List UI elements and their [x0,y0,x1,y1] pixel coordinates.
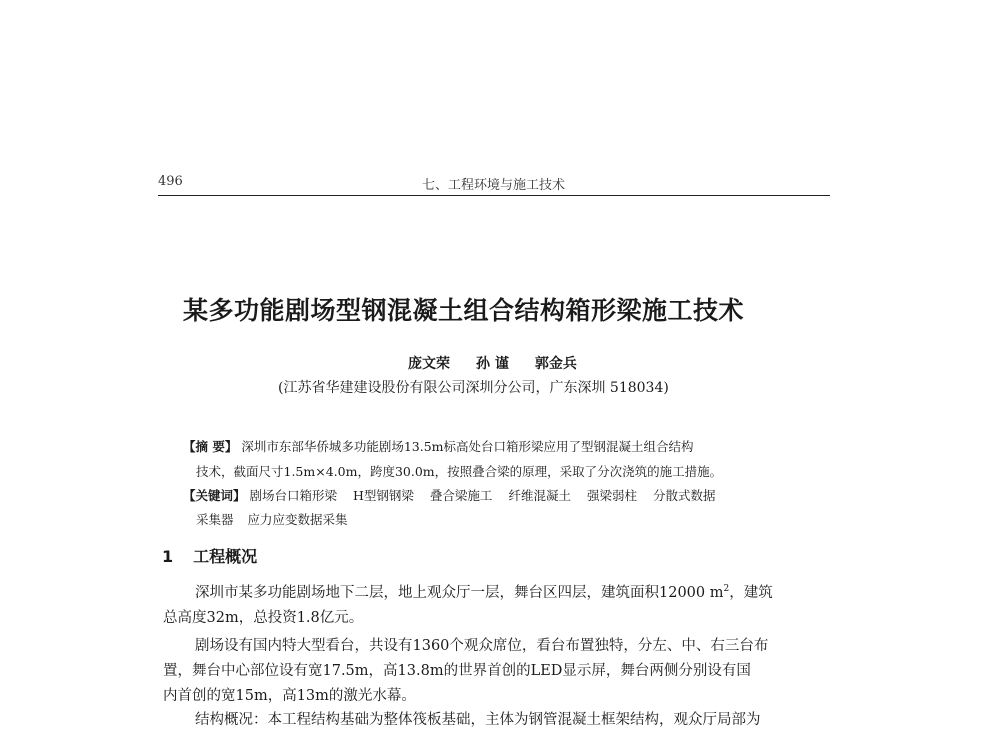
keyword: H型钢钢梁 [353,488,414,503]
section-heading [162,544,257,567]
abstract-text-line: 深圳市东部华侨城多功能剧场13.5m标高处台口箱形梁应用了型钢混凝土组合结构 [241,439,694,454]
keyword: 叠合梁施工 [429,488,493,503]
paragraph-line: 总高度32m，总投资1.8亿元。 [163,610,364,626]
keyword: 分散式数据 [652,488,716,503]
author-list [408,353,603,373]
abstract-label: 【摘 要】 [183,439,238,454]
paragraph-line: 置，舞台中心部位设有宽17.5m，高13.8m的世界首创的LED显示屏，舞台两侧分别设有国 [163,663,751,679]
keyword: 纤维混凝土 [508,488,571,503]
paragraph-line [195,581,773,602]
author: 庞文荣 [408,356,450,372]
affiliation: (江苏省华建建设股份有限公司深圳分公司，广东深圳 518034) [278,380,669,396]
section-number: 1 [162,547,174,566]
keywords [183,486,731,504]
paragraph-text: 深圳市某多功能剧场地下二层，地上观众厅一层，舞台区四层，建筑面积12000 m [195,585,724,601]
keywords-label: 【关键词】 [183,488,246,503]
running-title: 七、工程环境与施工技术 [422,178,566,193]
keyword: 应力应变数据采集 [247,512,348,527]
superscript: 2 [723,584,730,595]
article-title: 某多功能剧场型钢混凝土组合结构箱形梁施工技术 [183,296,745,325]
page-number: 496 [158,174,183,189]
keyword: 强梁弱柱 [586,488,637,503]
paragraph-text: ，建筑 [729,585,773,601]
author: 郭金兵 [534,356,577,372]
abstract-text-line: 技术，截面尺寸1.5m×4.0m，跨度30.0m，按照叠合梁的原理，采取了分次浇筑的施工措施。 [196,464,723,479]
paragraph-line: 剧场设有国内特大型看台，共设有1360个观众席位，看台布置独特，分左、中、右三台布 [195,638,769,654]
paragraph-line: 结构概况：本工程结构基础为整体筏板基础，主体为钢管混凝土框架结构，观众厅局部为 [195,712,761,728]
section-title: 工程概况 [193,547,258,566]
paragraph-line: 内首创的宽15m，高13m的激光水幕。 [163,688,416,704]
abstract [183,437,694,455]
keyword: 采集器 [196,512,234,527]
author: 孙 谨 [476,356,509,372]
header-rule [158,195,830,196]
keywords-continued [196,510,362,528]
keyword: 剧场台口箱形梁 [249,488,338,503]
